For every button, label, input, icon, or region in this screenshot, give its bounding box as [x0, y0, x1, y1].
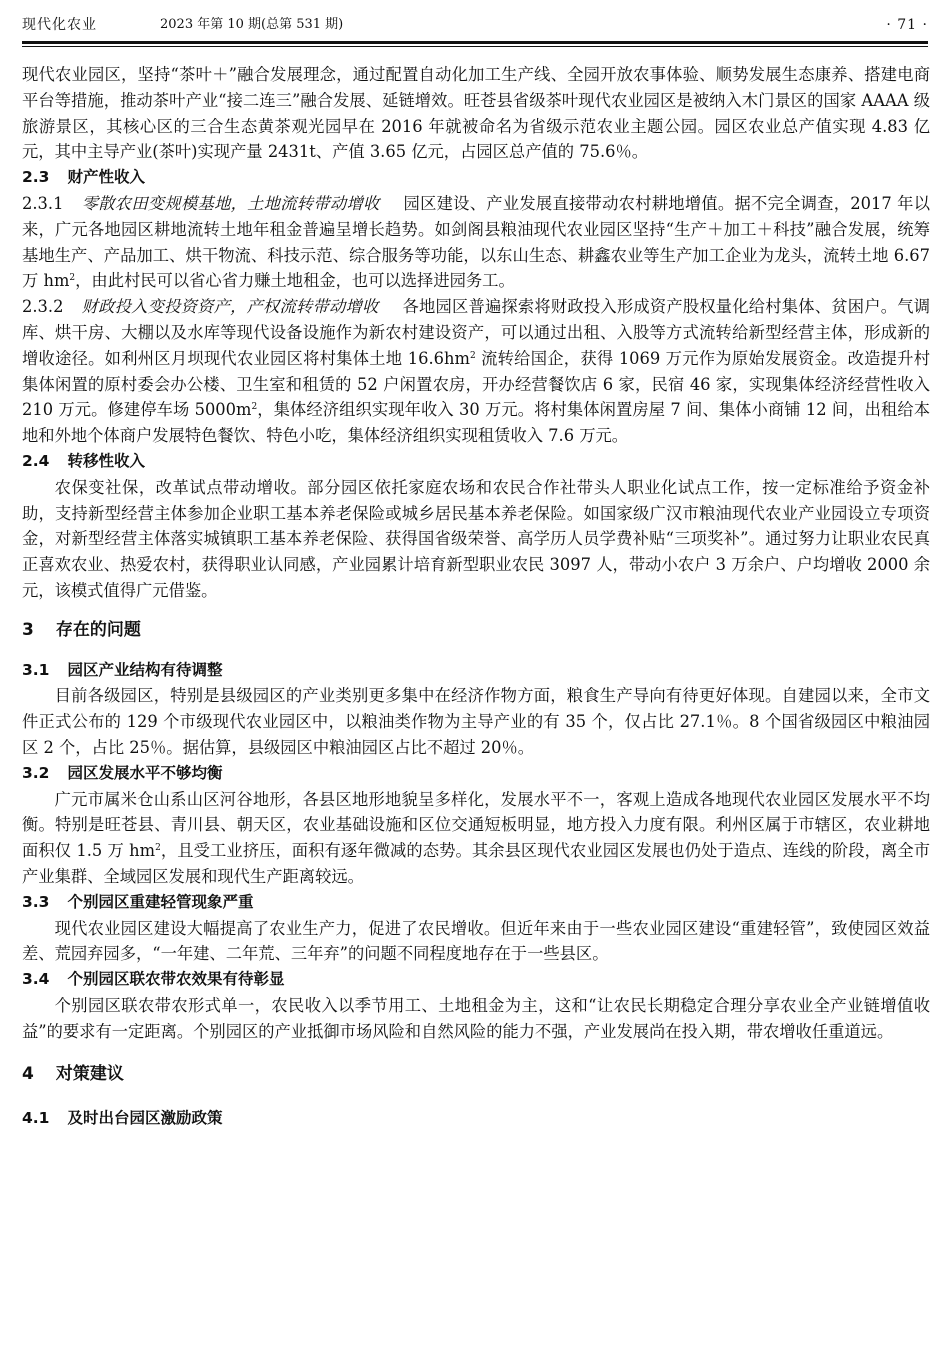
section-title: 个别园区联农带农效果有待彰显 — [67, 970, 285, 989]
issue-info: 2023 年第 10 期(总第 531 期) — [160, 17, 344, 32]
section-number: 2.4 — [22, 451, 50, 470]
subsection-number: 2.3.1 — [22, 193, 64, 213]
section-title: 财产性收入 — [67, 168, 145, 187]
section-heading-3 — [22, 618, 930, 644]
section-heading-4 — [22, 1062, 930, 1088]
superscript: 2 — [251, 402, 258, 413]
section-title: 园区发展水平不够均衡 — [67, 763, 223, 782]
superscript: 2 — [69, 273, 76, 284]
header-rule-thin — [22, 46, 928, 47]
article-body — [22, 62, 930, 1132]
subsection-number: 2.3.2 — [22, 297, 64, 317]
section-title: 园区产业结构有待调整 — [67, 660, 223, 679]
section-heading-2-4 — [22, 449, 930, 475]
superscript: 2 — [155, 843, 161, 854]
paragraph-text: 园区建设、产业发展直接带动农村耕地增值。据不完全调查，2017 年以来，广元各地园区耕地流转土地年租金普遍呈增长趋势。如剑阁县粮油现代农业园区坚持“生产＋加工＋科技”融合发展，统筹基地生产、产品加工、烘干物流、科技示范、综合服务等功能，以东山生态、耕鑫农业等生产加工企业为龙头，流转土地 6.67 万 hm — [22, 193, 930, 291]
paragraph-2-3-1 — [22, 191, 930, 294]
section-number: 4.1 — [22, 1109, 50, 1128]
paragraph-text: 各地园区普遍探索将财政投入形成资产股权量化给村集体、贫困户。气调库、烘干房、大棚以及水库等现代设备设施作为新农村建设资产，可以通过出租、入股等方式流转给新型经营主体，形成新的增收途径。如利州区月坝现代农业园区将村集体土地 16.6hm — [22, 297, 930, 368]
section-title: 及时出台园区激励政策 — [67, 1109, 223, 1128]
paragraph-3-1: 目前各级园区，特别是县级园区的产业类别更多集中在经济作物方面，粮食生产导向有待更好体现。自建园以来，全市文件正式公布的 129 个市级现代农业园区中，以粮油类作物为主导产业的有 35 个，仅占比 27.1％。8 个国省级园区中粮油园区 2 个，占比 25％。据估算，县级园区中粮油园区占比不超过 20％。 — [22, 686, 930, 757]
section-number: 3.4 — [22, 970, 50, 989]
section-title: 转移性收入 — [67, 451, 145, 470]
page-number: · 71 · — [886, 17, 928, 33]
section-number: 3.3 — [22, 892, 50, 911]
paragraph-2-3-2 — [22, 294, 930, 449]
running-header — [22, 14, 928, 36]
subsection-lead: 财政投入变投资资产，产权流转带动增收 — [81, 297, 379, 317]
section-title: 对策建议 — [55, 1064, 124, 1085]
section-heading-4-1 — [22, 1106, 930, 1132]
paragraph-3-4: 个别园区联农带农形式单一，农民收入以季节用工、土地租金为主，这和“让农民长期稳定合理分享农业全产业链增值收益”的要求有一定距离。个别园区的产业抵御市场风险和自然风险的能力不强，产业发展尚在投入期，带农增收任重道远。 — [22, 995, 930, 1041]
section-heading-3-1 — [22, 658, 930, 684]
section-heading-2-3 — [22, 165, 930, 191]
section-number: 3.1 — [22, 660, 50, 679]
paragraph-2-4: 农保变社保，改革试点带动增收。部分园区依托家庭农场和农民合作社带头人职业化试点工作，按一定标准给予资金补助，支持新型经营主体参加企业职工基本养老保险或城乡居民基本养老保险。如国家级广汉市粮油现代农业产业园设立专项资金，对新型经营主体落实城镇职工基本养老保险、获得国省级荣誉、高学历人员学费补贴“三项奖补”。通过努力让职业农民真正喜欢农业、热爱农村，获得职业认同感，产业园累计培育新型职业农民 3097 人，带动小农户 3 万余户、户均增收 2000 余元，该模式值得广元借鉴。 — [22, 477, 930, 600]
section-title: 个别园区重建轻管现象严重 — [67, 892, 254, 911]
section-number: 4 — [22, 1064, 34, 1085]
paragraph-text: ，集体经济组织实现年收入 30 万元。将村集体闲置房屋 7 间、集体小商铺 12 间，出租给本地和外地个体商户发展特色餐饮、特色小吃，集体经济组织实现租赁收入 7.6 万元。 — [22, 400, 930, 446]
section-heading-3-2 — [22, 761, 930, 787]
header-rule-thick — [22, 41, 928, 44]
journal-name: 现代化农业 — [22, 17, 97, 33]
paragraph-intro: 现代农业园区，坚持“茶叶＋”融合发展理念，通过配置自动化加工生产线、全园开放农事体验、顺势发展生态康养、搭建电商平台等措施，推动茶叶产业“接二连三”融合发展、延链增效。旺苍县省级茶叶现代农业园区是被纳入木门景区的国家 AAAA 级旅游景区，其核心区的三合生态黄茶观光园早在 2016 年就被命名为省级示范农业主题公园。园区农业总产值实现 4.83 亿元，其中主导产业(茶叶)实现产量 2431t、产值 3.65 亿元，占园区总产值的 75.6％。 — [22, 65, 930, 162]
section-title: 存在的问题 — [55, 619, 141, 640]
paragraph-text: ，且受工业挤压，面积有逐年微减的态势。其余县区现代农业园区发展也仍处于造点、连线的阶段，离全市产业集群、全域园区发展和现代生产距离较远。 — [22, 841, 930, 886]
section-heading-3-3 — [22, 890, 930, 916]
section-heading-3-4 — [22, 967, 930, 993]
paragraph-text: 广元市属米仓山系山区河谷地形，各县区地形地貌呈多样化，发展水平不一，客观上造成各地现代农业园区发展水平不均衡。特别是旺苍县、青川县、朝天区，农业基础设施和区位交通短板明显，地方投入力度有限。利州区属于市辖区，农业耕地面积仅 1.5 万 hm — [22, 789, 930, 861]
paragraph-3-2 — [22, 787, 930, 890]
paragraph-3-3: 现代农业园区建设大幅提高了农业生产力，促进了农民增收。但近年来由于一些农业园区建设“重建轻管”，致使园区效益差、荒园弃园多，“一年建、二年荒、三年弃”的问题不同程度地存在于一些县区。 — [22, 918, 930, 964]
paragraph-text: ，由此村民可以省心省力赚土地租金，也可以选择进园务工。 — [75, 271, 515, 291]
superscript: 2 — [469, 350, 476, 361]
paragraph-text: 流转给国企，获得 1069 万元作为原始发展资金。改造提升村集体闲置的原村委会办公楼、卫生室和租赁的 52 户闲置农房，开办经营餐饮店 6 家，民宿 46 家，实现集体经济经营性收入 210 万元。修建停车场 5000m — [22, 348, 930, 420]
section-number: 2.3 — [22, 168, 50, 187]
subsection-lead: 零散农田变规模基地，土地流转带动增收 — [81, 193, 380, 213]
section-number: 3.2 — [22, 763, 50, 782]
section-number: 3 — [22, 619, 34, 640]
